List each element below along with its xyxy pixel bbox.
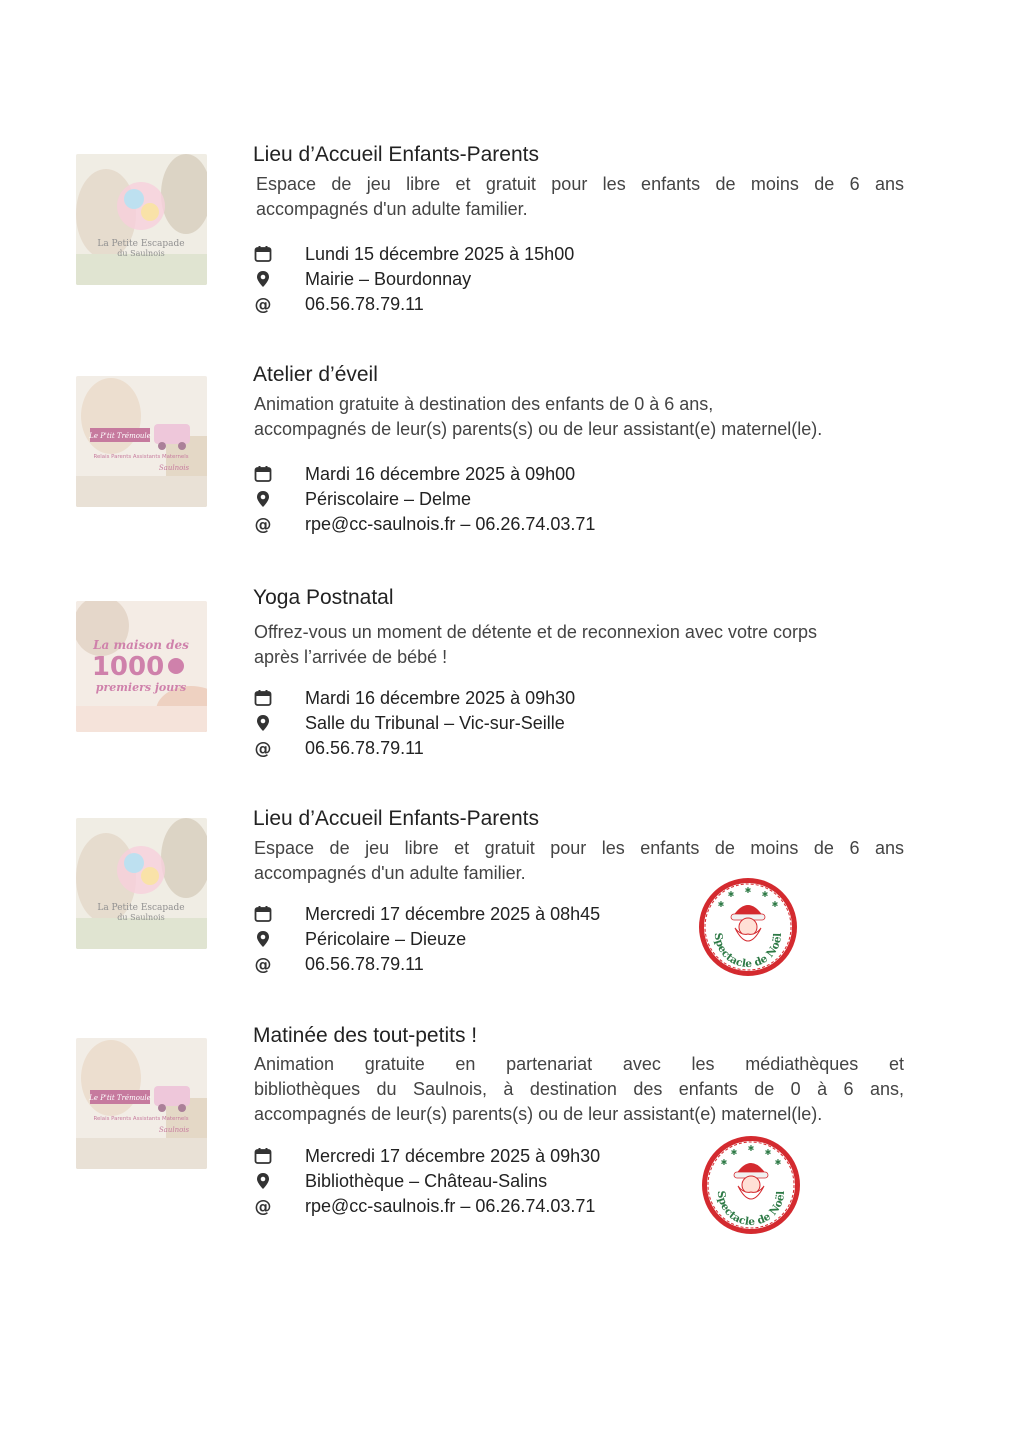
event-description (254, 620, 904, 670)
calendar-icon (254, 905, 272, 923)
event-contact: 06.56.78.79.11 (305, 294, 424, 314)
logo-text-line-3: Saulnois (158, 464, 190, 472)
spectacle-de-noel-stamp (697, 876, 799, 978)
event-contact: 06.56.78.79.11 (305, 954, 424, 974)
event-place: Périscolaire – Delme (305, 489, 472, 509)
map-pin-icon (254, 930, 272, 948)
event-place: Bibliothèque – Château-Salins (305, 1171, 548, 1191)
logo-text-line-1: La Petite Escapade (97, 239, 185, 249)
event-description (254, 392, 904, 442)
map-pin-icon (254, 490, 272, 508)
event-contact: rpe@cc-saulnois.fr – 06.26.74.03.71 (305, 514, 596, 534)
logo-text-line-3: Saulnois (158, 1126, 190, 1134)
svg-text:@: @ (254, 295, 272, 313)
svg-text:✱: ✱ (730, 1148, 738, 1157)
logo-text-line-1: Le P'tit Trémoule (89, 432, 151, 440)
svg-text:✱: ✱ (774, 1158, 782, 1167)
svg-text:✱: ✱ (747, 1144, 755, 1153)
description-line: Espace de jeu libre et gratuit pour les enfants de moins de 6 ans (256, 174, 904, 194)
event-contact: rpe@cc-saulnois.fr – 06.26.74.03.71 (305, 1196, 596, 1216)
event-title: Lieu d’Accueil Enfants-Parents (253, 143, 539, 166)
description-line: accompagnés d'un adulte familier. (254, 863, 526, 883)
description-line: Animation gratuite en partenariat avec les médiathèques et (254, 1054, 904, 1074)
at-sign-icon (254, 1197, 272, 1215)
svg-text:✱: ✱ (744, 886, 752, 895)
event-description (254, 1052, 904, 1127)
event-date: Mardi 16 décembre 2025 à 09h30 (305, 688, 576, 708)
svg-text:@: @ (254, 515, 272, 533)
rpam-logo-image (76, 376, 207, 507)
svg-text:✱: ✱ (727, 890, 735, 899)
event-date: Mercredi 17 décembre 2025 à 08h45 (305, 904, 601, 924)
event-place: Péricolaire – Dieuze (305, 929, 467, 949)
description-line: accompagnés de leur(s) parents(s) ou de leur assistant(e) maternel(le). (254, 419, 823, 439)
svg-text:✱: ✱ (764, 1148, 772, 1157)
petite-escapade-logo-image (76, 818, 207, 949)
svg-text:✱: ✱ (761, 890, 769, 899)
logo-text-line-2: 1000 (91, 652, 165, 682)
event-date: Lundi 15 décembre 2025 à 15h00 (305, 244, 575, 264)
description-line: accompagnés d'un adulte familier. (256, 199, 528, 219)
logo-text-line-2: Relais Parents Assistants Maternels (93, 454, 189, 460)
map-pin-icon (254, 714, 272, 732)
svg-text:✱: ✱ (771, 900, 779, 909)
svg-text:@: @ (254, 1197, 272, 1215)
description-line: après l’arrivée de bébé ! (254, 647, 448, 667)
calendar-icon (254, 689, 272, 707)
svg-text:✱: ✱ (717, 900, 725, 909)
description-line: accompagnés de leur(s) parents(s) ou de leur assistant(e) maternel(le). (254, 1104, 823, 1124)
map-pin-icon (254, 1172, 272, 1190)
stamp-text: Spectacle de Noël (711, 932, 785, 971)
at-sign-icon (254, 955, 272, 973)
petite-escapade-logo-image (76, 154, 207, 285)
event-place: Salle du Tribunal – Vic-sur-Seille (305, 713, 565, 733)
event-date: Mardi 16 décembre 2025 à 09h00 (305, 464, 576, 484)
logo-text-line-1: La maison des (93, 638, 189, 652)
description-line: Animation gratuite à destination des enfants de 0 à 6 ans, (254, 394, 714, 414)
stamp-text: Spectacle de Noël (714, 1190, 788, 1229)
description-line: bibliothèques du Saulnois, à destination des enfants de 0 à 6 ans, (254, 1079, 904, 1099)
calendar-icon (254, 1147, 272, 1165)
event-date: Mercredi 17 décembre 2025 à 09h30 (305, 1146, 601, 1166)
event-contact: 06.56.78.79.11 (305, 738, 424, 758)
event-title: Atelier d’éveil (253, 363, 378, 386)
logo-text-line-2: Relais Parents Assistants Maternels (93, 1116, 189, 1122)
spectacle-de-noel-stamp (700, 1134, 802, 1236)
at-sign-icon (254, 295, 272, 313)
at-sign-icon (254, 515, 272, 533)
event-place: Mairie – Bourdonnay (305, 269, 472, 289)
svg-text:@: @ (254, 739, 272, 757)
map-pin-icon (254, 270, 272, 288)
maison-1000-jours-logo-image (76, 601, 207, 732)
calendar-icon (254, 465, 272, 483)
event-description (256, 172, 904, 222)
calendar-icon (254, 245, 272, 263)
logo-text-line-1: La Petite Escapade (97, 903, 185, 913)
logo-text-line-2: du Saulnois (117, 913, 165, 922)
event-title: Yoga Postnatal (253, 586, 394, 609)
logo-text-line-1: Le P'tit Trémoule (89, 1094, 151, 1102)
svg-text:@: @ (254, 955, 272, 973)
description-line: Offrez-vous un moment de détente et de reconnexion avec votre corps (254, 622, 817, 642)
event-title: Matinée des tout-petits ! (253, 1024, 478, 1047)
at-sign-icon (254, 739, 272, 757)
event-description (254, 836, 904, 886)
logo-text-line-3: premiers jours (95, 681, 187, 694)
svg-text:✱: ✱ (720, 1158, 728, 1167)
logo-text-line-2: du Saulnois (117, 249, 165, 258)
rpam-logo-image (76, 1038, 207, 1169)
event-title: Lieu d’Accueil Enfants-Parents (253, 807, 539, 830)
description-line: Espace de jeu libre et gratuit pour les enfants de moins de 6 ans (254, 838, 904, 858)
